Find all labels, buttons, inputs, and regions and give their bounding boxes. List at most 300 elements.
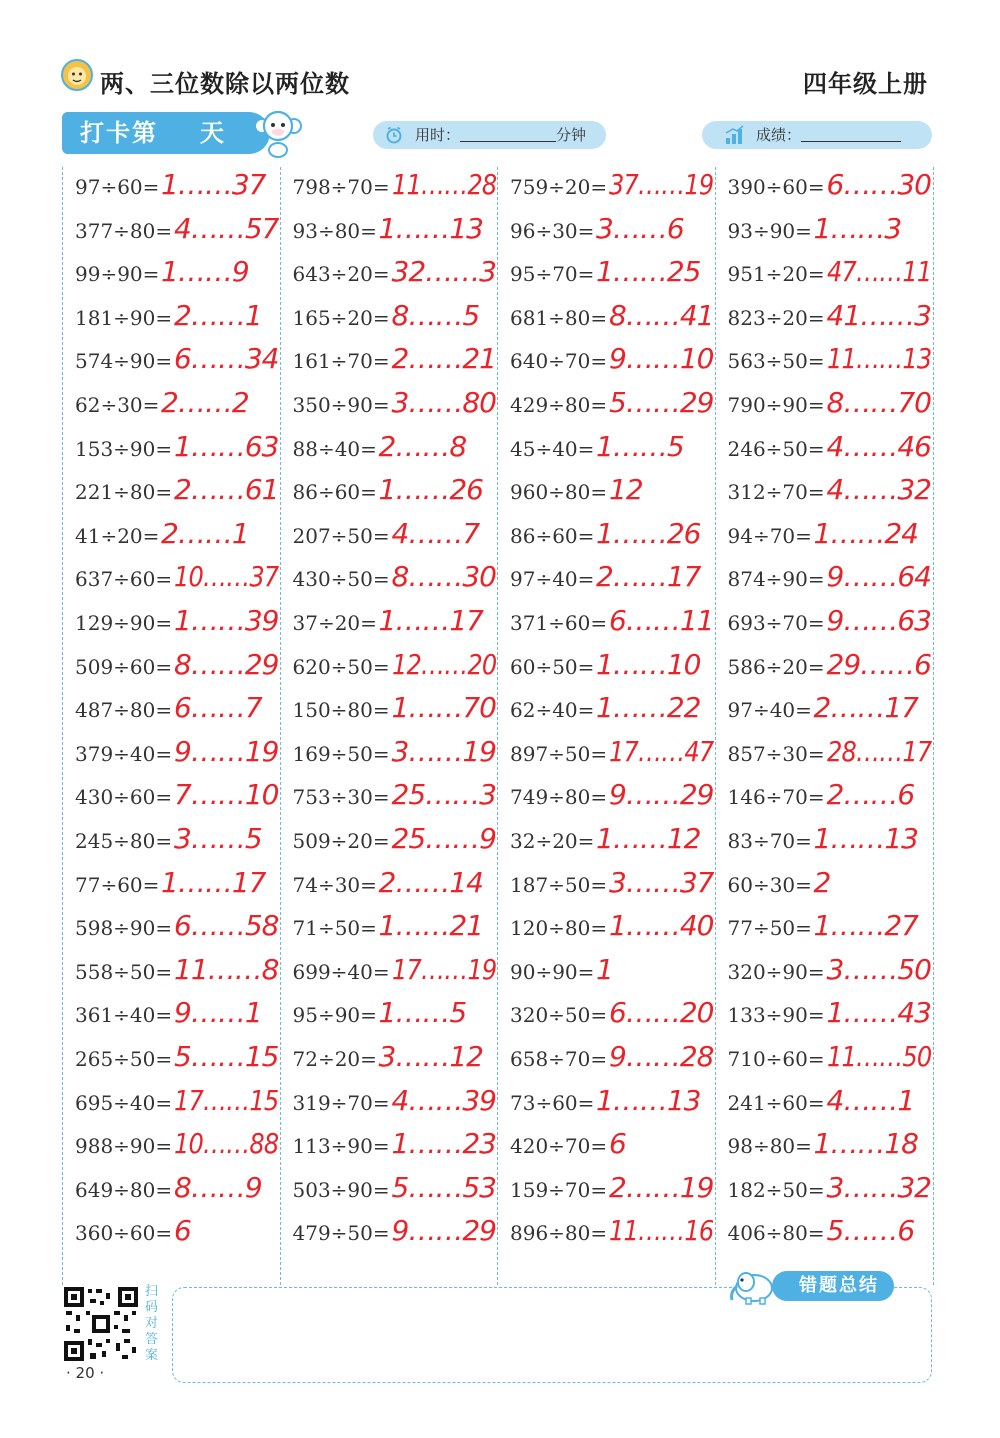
- problem-row: [281, 1083, 498, 1127]
- problem-row: [63, 952, 280, 996]
- handwritten-answer: 1……63: [174, 429, 279, 463]
- problem-row: [716, 865, 933, 909]
- division-question: 182÷50=: [727, 1177, 825, 1202]
- handwritten-answer: 4……57: [174, 211, 279, 245]
- problem-row: [498, 777, 715, 821]
- handwritten-answer: 12: [609, 473, 643, 507]
- handwritten-answer: 9……63: [826, 604, 931, 637]
- division-question: 97÷40=: [727, 698, 812, 723]
- problem-row: [498, 1083, 715, 1127]
- division-question: 377÷80=: [75, 218, 173, 243]
- handwritten-answer: 25……9: [391, 822, 496, 855]
- handwritten-answer: 6……34: [174, 342, 279, 376]
- problem-row: [281, 211, 498, 255]
- division-question: 90÷90=: [510, 959, 595, 984]
- handwritten-answer: 3……50: [826, 952, 931, 986]
- problem-row: [63, 603, 280, 647]
- division-question: 658÷70=: [510, 1047, 608, 1071]
- time-field: [373, 121, 606, 149]
- score-label: 成绩：: [756, 126, 802, 144]
- handwritten-answer: 11……50: [826, 1040, 931, 1073]
- chart-icon: [724, 124, 746, 146]
- problem-row: [498, 429, 715, 473]
- handwritten-answer: 4……46: [826, 429, 931, 463]
- division-question: 897÷50=: [510, 741, 608, 766]
- handwritten-answer: 17……19: [391, 952, 496, 986]
- problem-row: [498, 1170, 715, 1214]
- problem-row: [281, 995, 498, 1039]
- handwritten-answer: 2……17: [596, 560, 701, 594]
- handwritten-answer: 8……29: [174, 647, 279, 681]
- problem-column: [62, 167, 280, 1285]
- handwritten-answer: 3……6: [596, 211, 684, 245]
- handwritten-answer: 1……10: [596, 647, 701, 681]
- problem-row: [498, 1213, 715, 1257]
- division-question: 86÷60=: [292, 480, 377, 505]
- problem-row: [498, 734, 715, 778]
- mistake-summary-label: 错题总结: [772, 1271, 894, 1301]
- handwritten-answer: 41……3: [826, 298, 931, 332]
- problem-row: [716, 647, 933, 691]
- division-question: 94÷70=: [727, 523, 812, 548]
- division-question: 60÷30=: [727, 872, 812, 897]
- problem-row: [716, 821, 933, 865]
- monkey-icon: [250, 104, 306, 160]
- handwritten-answer: 8……9: [174, 1170, 262, 1204]
- problem-column: [497, 167, 715, 1285]
- division-question: 503÷90=: [292, 1177, 390, 1202]
- handwritten-answer: 1……17: [161, 865, 266, 899]
- problem-row: [716, 690, 933, 734]
- division-question: 165÷20=: [292, 305, 390, 330]
- division-question: 857÷30=: [727, 741, 825, 766]
- handwritten-answer: 29……6: [826, 647, 931, 681]
- problem-row: [63, 777, 280, 821]
- problem-row: [716, 298, 933, 342]
- division-question: 649÷80=: [75, 1177, 173, 1202]
- handwritten-answer: 2……6: [826, 778, 915, 812]
- handwritten-answer: 1……17: [378, 604, 483, 637]
- handwritten-answer: 1……43: [826, 996, 931, 1030]
- handwritten-answer: 1……40: [609, 909, 714, 943]
- handwritten-answer: 1……25: [596, 255, 701, 289]
- problem-row: [498, 865, 715, 909]
- problem-row: [281, 865, 498, 909]
- problem-row: [281, 647, 498, 691]
- division-question: 97÷60=: [75, 175, 160, 199]
- problem-row: [498, 211, 715, 255]
- problem-row: [716, 1170, 933, 1214]
- handwritten-answer: 11……28: [391, 168, 496, 201]
- handwritten-answer: 4……32: [826, 473, 931, 507]
- division-question: 988÷90=: [75, 1134, 173, 1159]
- division-question: 699÷40=: [292, 959, 390, 984]
- handwritten-answer: 11……16: [609, 1214, 714, 1248]
- division-question: 361÷40=: [75, 1003, 173, 1028]
- handwritten-answer: 28……17: [826, 734, 931, 768]
- handwritten-answer: 1……22: [596, 691, 701, 725]
- problem-row: [498, 167, 715, 211]
- problem-row: [281, 952, 498, 996]
- problem-row: [281, 734, 498, 778]
- division-question: 320÷90=: [727, 959, 825, 984]
- division-question: 429÷80=: [510, 393, 608, 417]
- handwritten-answer: 1……39: [174, 604, 279, 637]
- division-question: 563÷50=: [727, 349, 825, 374]
- division-question: 120÷80=: [510, 916, 608, 941]
- division-question: 558÷50=: [75, 959, 173, 984]
- division-question: 99÷90=: [75, 262, 160, 287]
- handwritten-answer: 1……21: [378, 909, 483, 943]
- score-input-line[interactable]: [801, 125, 901, 142]
- division-question: 620÷50=: [292, 654, 390, 679]
- division-question: 312÷70=: [727, 480, 825, 505]
- handwritten-answer: 2……1: [161, 516, 249, 550]
- division-question: 509÷60=: [75, 654, 173, 679]
- page-number: · 20 ·: [66, 1364, 105, 1382]
- division-question: 98÷80=: [727, 1134, 812, 1159]
- division-question: 487÷80=: [75, 698, 173, 723]
- handwritten-answer: 8……70: [826, 386, 931, 419]
- division-question: 319÷70=: [292, 1090, 390, 1115]
- time-unit: 分钟: [556, 126, 587, 144]
- problem-row: [716, 603, 933, 647]
- problem-row: [716, 1083, 933, 1127]
- problem-row: [63, 472, 280, 516]
- division-question: 45÷40=: [510, 436, 595, 461]
- qr-caption: 扫码对答案: [145, 1284, 159, 1363]
- division-question: 430÷60=: [75, 785, 173, 810]
- handwritten-answer: 2……2: [161, 386, 249, 419]
- handwritten-answer: 8……5: [391, 298, 480, 332]
- banner-right-text: 天: [200, 119, 226, 147]
- division-question: 430÷50=: [292, 567, 390, 592]
- handwritten-answer: 2……61: [174, 473, 279, 507]
- handwritten-answer: 6……7: [174, 691, 262, 725]
- division-question: 246÷50=: [727, 436, 825, 461]
- division-question: 77÷60=: [75, 872, 160, 897]
- problem-row: [498, 472, 715, 516]
- handwritten-answer: 6: [174, 1214, 191, 1248]
- problem-row: [63, 908, 280, 952]
- division-question: 187÷50=: [510, 872, 608, 897]
- problem-row: [716, 341, 933, 385]
- handwritten-answer: 25……3: [391, 778, 496, 812]
- division-question: 96÷30=: [510, 218, 595, 243]
- division-question: 146÷70=: [727, 785, 825, 810]
- problem-row: [63, 1126, 280, 1170]
- problem-row: [716, 167, 933, 211]
- division-question: 83÷70=: [727, 829, 812, 853]
- handwritten-answer: 4……1: [826, 1083, 915, 1117]
- handwritten-answer: 3……5: [174, 822, 262, 855]
- problem-row: [281, 254, 498, 298]
- problem-row: [498, 603, 715, 647]
- division-question: 41÷20=: [75, 523, 160, 548]
- division-question: 798÷70=: [292, 175, 390, 199]
- handwritten-answer: 2……1: [174, 298, 262, 332]
- handwritten-answer: 2……14: [378, 865, 483, 899]
- problem-row: [498, 908, 715, 952]
- problem-row: [716, 1126, 933, 1170]
- handwritten-answer: 11……8: [174, 952, 279, 986]
- problem-row: [63, 821, 280, 865]
- division-question: 643÷20=: [292, 262, 390, 287]
- time-input-line[interactable]: [460, 125, 556, 142]
- problem-row: [281, 603, 498, 647]
- handwritten-answer: 2……19: [609, 1170, 714, 1204]
- problem-row: [716, 211, 933, 255]
- problem-row: [63, 1039, 280, 1083]
- division-question: 72÷20=: [292, 1047, 377, 1071]
- handwritten-answer: 12……20: [391, 647, 496, 681]
- problem-row: [63, 995, 280, 1039]
- division-question: 710÷60=: [727, 1047, 825, 1071]
- handwritten-answer: 1……24: [813, 516, 918, 550]
- problem-column: [280, 167, 498, 1285]
- division-question: 169÷50=: [292, 741, 390, 766]
- division-question: 73÷60=: [510, 1090, 595, 1115]
- division-question: 420÷70=: [510, 1134, 608, 1159]
- division-question: 32÷20=: [510, 829, 595, 853]
- problem-row: [281, 429, 498, 473]
- handwritten-answer: 9……29: [609, 778, 714, 812]
- handwritten-answer: 3……19: [391, 734, 496, 768]
- time-label: 用时：: [415, 126, 461, 144]
- handwritten-answer: 6……30: [826, 168, 931, 201]
- problem-row: [498, 995, 715, 1039]
- handwritten-answer: 47……11: [826, 255, 931, 289]
- handwritten-answer: 2……21: [391, 342, 496, 376]
- problem-row: [63, 516, 280, 560]
- handwritten-answer: 9……1: [174, 996, 262, 1030]
- problem-row: [281, 777, 498, 821]
- problem-row: [281, 341, 498, 385]
- problem-row: [63, 1213, 280, 1257]
- problem-row: [498, 690, 715, 734]
- handwritten-answer: 3……37: [609, 865, 714, 899]
- qr-code[interactable]: [62, 1285, 140, 1363]
- problem-row: [498, 1039, 715, 1083]
- handwritten-answer: 2……17: [813, 691, 918, 725]
- division-question: 207÷50=: [292, 523, 390, 548]
- problem-row: [498, 254, 715, 298]
- handwritten-answer: 7……10: [174, 778, 279, 812]
- handwritten-answer: 6: [609, 1127, 626, 1161]
- handwritten-answer: 17……15: [174, 1083, 279, 1117]
- division-question: 598÷90=: [75, 916, 173, 941]
- handwritten-answer: 10……37: [174, 560, 279, 594]
- lion-icon: [60, 58, 94, 92]
- problem-row: [716, 1039, 933, 1083]
- division-question: 88÷40=: [292, 436, 377, 461]
- handwritten-answer: 3……80: [391, 386, 496, 419]
- problem-row: [63, 298, 280, 342]
- division-question: 181÷90=: [75, 305, 173, 330]
- handwritten-answer: 1……5: [378, 996, 467, 1030]
- division-question: 77÷50=: [727, 916, 812, 941]
- handwritten-answer: 9……29: [391, 1214, 496, 1248]
- problem-row: [281, 1170, 498, 1214]
- problem-row: [716, 559, 933, 603]
- problem-row: [281, 908, 498, 952]
- handwritten-answer: 37……19: [609, 168, 714, 201]
- problem-row: [281, 298, 498, 342]
- handwritten-answer: 1……27: [813, 909, 918, 943]
- problem-row: [498, 1126, 715, 1170]
- problem-grid: [62, 167, 932, 1285]
- handwritten-answer: 32……3: [391, 255, 496, 289]
- score-field: [702, 121, 932, 149]
- checkin-banner: [62, 112, 270, 154]
- problem-row: [63, 734, 280, 778]
- handwritten-answer: 6……20: [609, 996, 714, 1030]
- handwritten-answer: 1……9: [161, 255, 249, 289]
- clock-icon: [385, 126, 403, 144]
- handwritten-answer: 9……64: [826, 560, 931, 594]
- grade-label: 四年级上册: [803, 70, 928, 98]
- handwritten-answer: 1……13: [596, 1083, 701, 1117]
- handwritten-answer: 9……19: [174, 734, 279, 768]
- problem-row: [498, 516, 715, 560]
- division-question: 74÷30=: [292, 872, 377, 897]
- division-question: 896÷80=: [510, 1221, 608, 1246]
- division-question: 790÷90=: [727, 393, 825, 417]
- division-question: 62÷40=: [510, 698, 595, 723]
- division-question: 129÷90=: [75, 611, 173, 635]
- handwritten-answer: 1……23: [391, 1127, 496, 1161]
- division-question: 153÷90=: [75, 436, 173, 461]
- problem-row: [281, 472, 498, 516]
- problem-row: [716, 908, 933, 952]
- handwritten-answer: 9……28: [609, 1040, 714, 1073]
- handwritten-answer: 1……13: [378, 211, 483, 245]
- problem-row: [716, 516, 933, 560]
- problem-row: [63, 865, 280, 909]
- handwritten-answer: 5……15: [174, 1040, 279, 1073]
- problem-row: [716, 952, 933, 996]
- handwritten-answer: 1……13: [813, 822, 918, 855]
- division-question: 60÷50=: [510, 654, 595, 679]
- problem-row: [498, 559, 715, 603]
- banner-left-text: 打卡第: [80, 119, 158, 147]
- handwritten-answer: 1……37: [161, 168, 266, 201]
- division-question: 350÷90=: [292, 393, 390, 417]
- problem-row: [281, 559, 498, 603]
- division-question: 241÷60=: [727, 1090, 825, 1115]
- division-question: 221÷80=: [75, 480, 173, 505]
- problem-row: [281, 1126, 498, 1170]
- problem-row: [281, 516, 498, 560]
- division-question: 360÷60=: [75, 1221, 173, 1246]
- problem-row: [716, 734, 933, 778]
- handwritten-answer: 1: [596, 952, 613, 986]
- problem-row: [498, 821, 715, 865]
- handwritten-answer: 10……88: [174, 1127, 279, 1161]
- division-question: 93÷80=: [292, 218, 377, 243]
- problem-row: [63, 429, 280, 473]
- handwritten-answer: 1……3: [813, 211, 902, 245]
- problem-row: [63, 211, 280, 255]
- problem-row: [716, 995, 933, 1039]
- handwritten-answer: 1……5: [596, 429, 684, 463]
- division-question: 371÷60=: [510, 611, 608, 635]
- handwritten-answer: 5……6: [826, 1214, 915, 1248]
- division-question: 681÷80=: [510, 305, 608, 330]
- handwritten-answer: 2……8: [378, 429, 467, 463]
- handwritten-answer: 4……7: [391, 516, 480, 550]
- problem-row: [498, 341, 715, 385]
- page-title: 两、三位数除以两位数: [100, 70, 350, 98]
- division-question: 951÷20=: [727, 262, 825, 287]
- problem-row: [498, 647, 715, 691]
- problem-row: [716, 254, 933, 298]
- division-question: 874÷90=: [727, 567, 825, 592]
- problem-row: [498, 298, 715, 342]
- mistake-summary-box[interactable]: [172, 1287, 932, 1383]
- handwritten-answer: 8……30: [391, 560, 496, 594]
- division-question: 37÷20=: [292, 611, 377, 635]
- division-question: 759÷20=: [510, 175, 608, 199]
- problem-row: [716, 472, 933, 516]
- problem-row: [63, 559, 280, 603]
- problem-row: [716, 777, 933, 821]
- handwritten-answer: 3……12: [378, 1040, 483, 1073]
- handwritten-answer: 1……70: [391, 691, 496, 725]
- division-question: 695÷40=: [75, 1090, 173, 1115]
- handwritten-answer: 5……29: [609, 386, 714, 419]
- division-question: 97÷40=: [510, 567, 595, 592]
- division-question: 150÷80=: [292, 698, 390, 723]
- problem-row: [281, 167, 498, 211]
- handwritten-answer: 1……26: [596, 516, 701, 550]
- problem-row: [281, 385, 498, 429]
- handwritten-answer: 1……12: [596, 822, 701, 855]
- division-question: 509÷20=: [292, 829, 390, 853]
- problem-row: [498, 952, 715, 996]
- division-question: 960÷80=: [510, 480, 608, 505]
- handwritten-answer: 9……10: [609, 342, 714, 376]
- division-question: 379÷40=: [75, 741, 173, 766]
- problem-row: [63, 254, 280, 298]
- division-question: 637÷60=: [75, 567, 173, 592]
- division-question: 479÷50=: [292, 1221, 390, 1246]
- division-question: 133÷90=: [727, 1003, 825, 1028]
- division-question: 95÷70=: [510, 262, 595, 287]
- handwritten-answer: 11……13: [826, 342, 931, 376]
- division-question: 390÷60=: [727, 175, 825, 199]
- handwritten-answer: 17……47: [609, 734, 714, 768]
- division-question: 93÷90=: [727, 218, 812, 243]
- division-question: 161÷70=: [292, 349, 390, 374]
- problem-row: [716, 1213, 933, 1257]
- problem-row: [498, 385, 715, 429]
- division-question: 245÷80=: [75, 829, 173, 853]
- problem-row: [716, 385, 933, 429]
- division-question: 406÷80=: [727, 1221, 825, 1246]
- handwritten-answer: 6……11: [609, 604, 714, 637]
- division-question: 113÷90=: [292, 1134, 390, 1159]
- problem-row: [281, 821, 498, 865]
- handwritten-answer: 1……26: [378, 473, 483, 507]
- handwritten-answer: 4……39: [391, 1083, 496, 1117]
- handwritten-answer: 8……41: [609, 298, 714, 332]
- problem-row: [281, 1213, 498, 1257]
- division-question: 159÷70=: [510, 1177, 608, 1202]
- handwritten-answer: 5……53: [391, 1170, 496, 1204]
- problem-row: [63, 1170, 280, 1214]
- division-question: 586÷20=: [727, 654, 825, 679]
